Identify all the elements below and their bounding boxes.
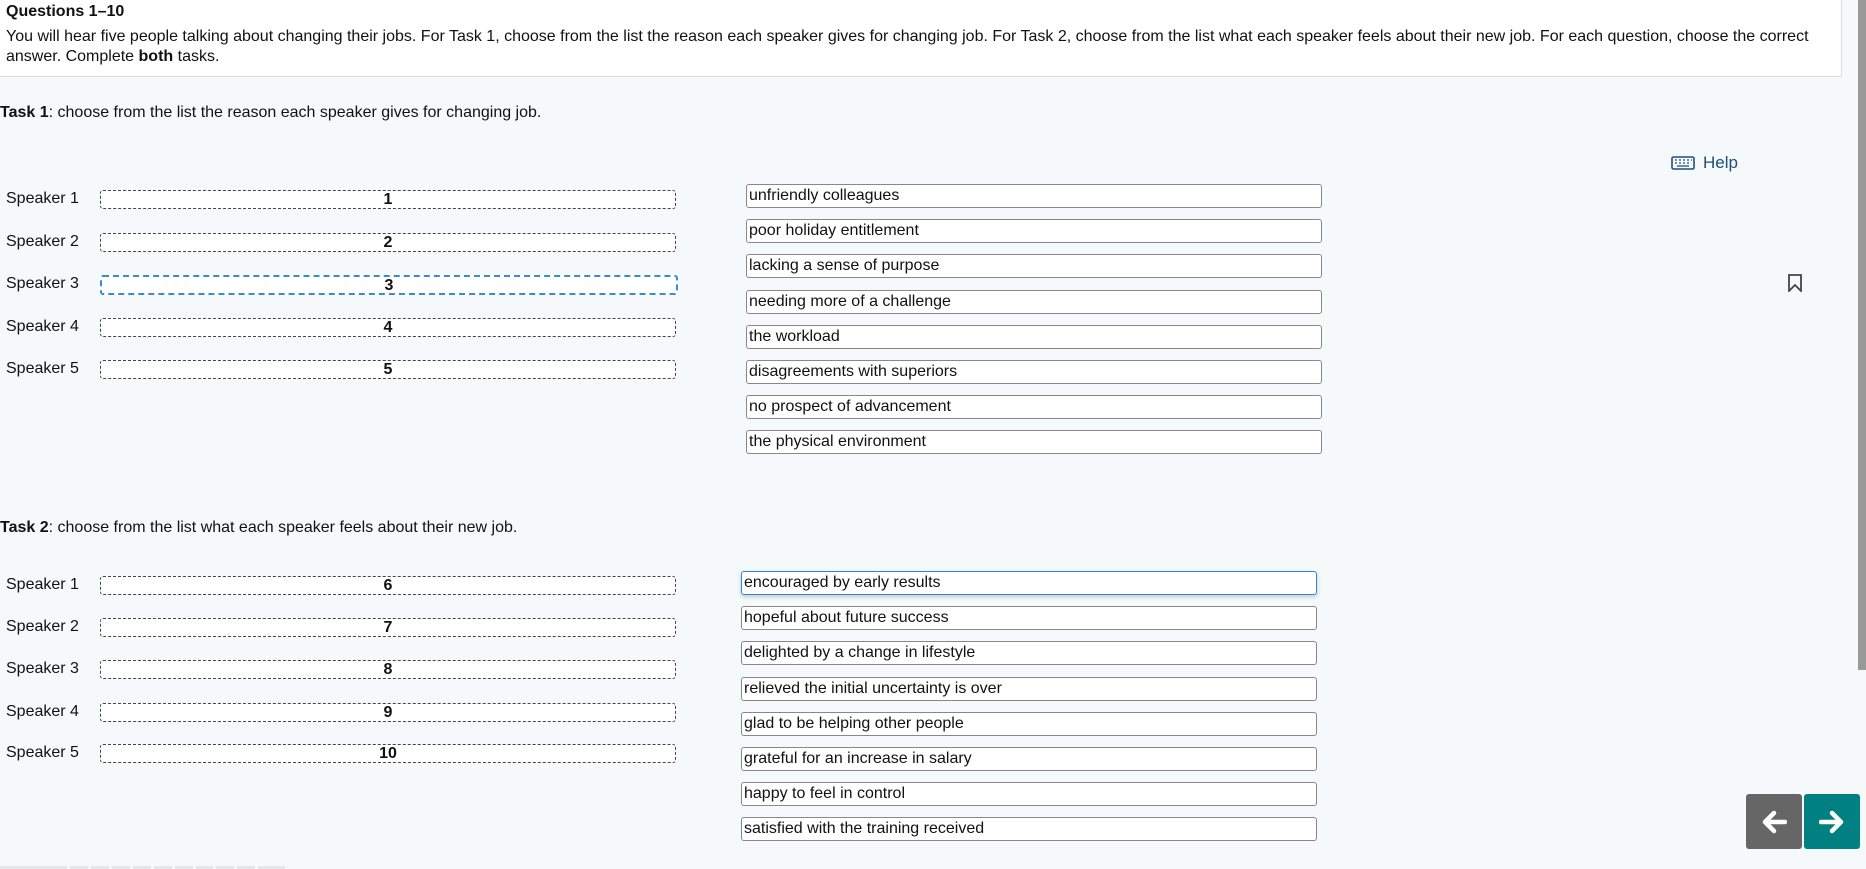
arrow-right-icon <box>1819 810 1845 834</box>
answer-option[interactable]: delighted by a change in lifestyle <box>741 641 1317 665</box>
speaker-label: Speaker 4 <box>6 318 79 335</box>
answer-option[interactable]: lacking a sense of purpose <box>746 254 1322 278</box>
speaker-label: Speaker 3 <box>6 275 79 292</box>
answer-option[interactable]: the physical environment <box>746 430 1322 454</box>
task1-text: : choose from the list the reason each speaker gives for changing job. <box>48 104 542 121</box>
previous-button[interactable] <box>1746 794 1802 849</box>
speaker-label: Speaker 4 <box>6 703 79 720</box>
task1-label: Task 1 <box>0 104 49 121</box>
bookmark-icon[interactable] <box>1787 274 1803 292</box>
answer-option[interactable]: poor holiday entitlement <box>746 219 1322 243</box>
answer-drop-zone[interactable]: 8 <box>100 660 676 679</box>
help-button[interactable] <box>1671 153 1738 173</box>
answer-drop-zone[interactable]: 6 <box>100 576 676 595</box>
arrow-left-icon <box>1761 810 1787 834</box>
answer-option[interactable]: needing more of a challenge <box>746 290 1322 314</box>
answer-option[interactable]: satisfied with the training received <box>741 817 1317 841</box>
answer-option[interactable]: no prospect of advancement <box>746 395 1322 419</box>
task2-label: Task 2 <box>0 519 49 536</box>
speaker-label: Speaker 2 <box>6 233 79 250</box>
answer-drop-zone[interactable]: 2 <box>100 233 676 252</box>
answer-option[interactable]: glad to be helping other people <box>741 712 1317 736</box>
instructions-bold: both <box>138 48 174 65</box>
instructions-text-end: tasks. <box>173 48 220 65</box>
speaker-label: Speaker 5 <box>6 744 79 761</box>
speaker-label: Speaker 2 <box>6 618 79 635</box>
next-button[interactable] <box>1804 794 1860 849</box>
instructions-text: You will hear five people talking about changing their jobs. For Task 1, choose from the list the reason each speaker gives for changing job. For Task 2, choose from the list what each speaker feels about their new job. For each question, choose the correct answer. Complete <box>6 28 1809 65</box>
answer-option[interactable]: relieved the initial uncertainty is over <box>741 677 1317 701</box>
answer-drop-zone[interactable]: 9 <box>100 703 676 722</box>
answer-drop-zone[interactable]: 10 <box>100 744 676 763</box>
answer-drop-zone[interactable]: 5 <box>100 360 676 379</box>
answer-drop-zone[interactable]: 7 <box>100 618 676 637</box>
speaker-label: Speaker 1 <box>6 576 79 593</box>
task2-text: : choose from the list what each speaker feels about their new job. <box>48 519 518 536</box>
answer-option[interactable]: happy to feel in control <box>741 782 1317 806</box>
answer-drop-zone[interactable]: 4 <box>100 318 676 337</box>
answer-option[interactable]: the workload <box>746 325 1322 349</box>
keyboard-icon <box>1671 156 1695 170</box>
question-header <box>0 0 1842 77</box>
speaker-label: Speaker 3 <box>6 660 79 677</box>
answer-option[interactable]: hopeful about future success <box>741 606 1317 630</box>
answer-drop-zone[interactable]: 3 <box>100 275 678 295</box>
help-label: Help <box>1703 153 1738 172</box>
answer-drop-zone[interactable]: 1 <box>100 190 676 209</box>
scrollbar[interactable] <box>1858 0 1866 670</box>
speaker-label: Speaker 5 <box>6 360 79 377</box>
speaker-label: Speaker 1 <box>6 190 79 207</box>
answer-option[interactable]: unfriendly colleagues <box>746 184 1322 208</box>
answer-option[interactable]: encouraged by early results <box>741 571 1317 595</box>
questions-title: Questions 1–10 <box>6 3 125 20</box>
task1-heading <box>0 104 541 122</box>
task2-heading <box>0 519 517 537</box>
instructions <box>6 27 1826 67</box>
answer-option[interactable]: disagreements with superiors <box>746 360 1322 384</box>
answer-option[interactable]: grateful for an increase in salary <box>741 747 1317 771</box>
